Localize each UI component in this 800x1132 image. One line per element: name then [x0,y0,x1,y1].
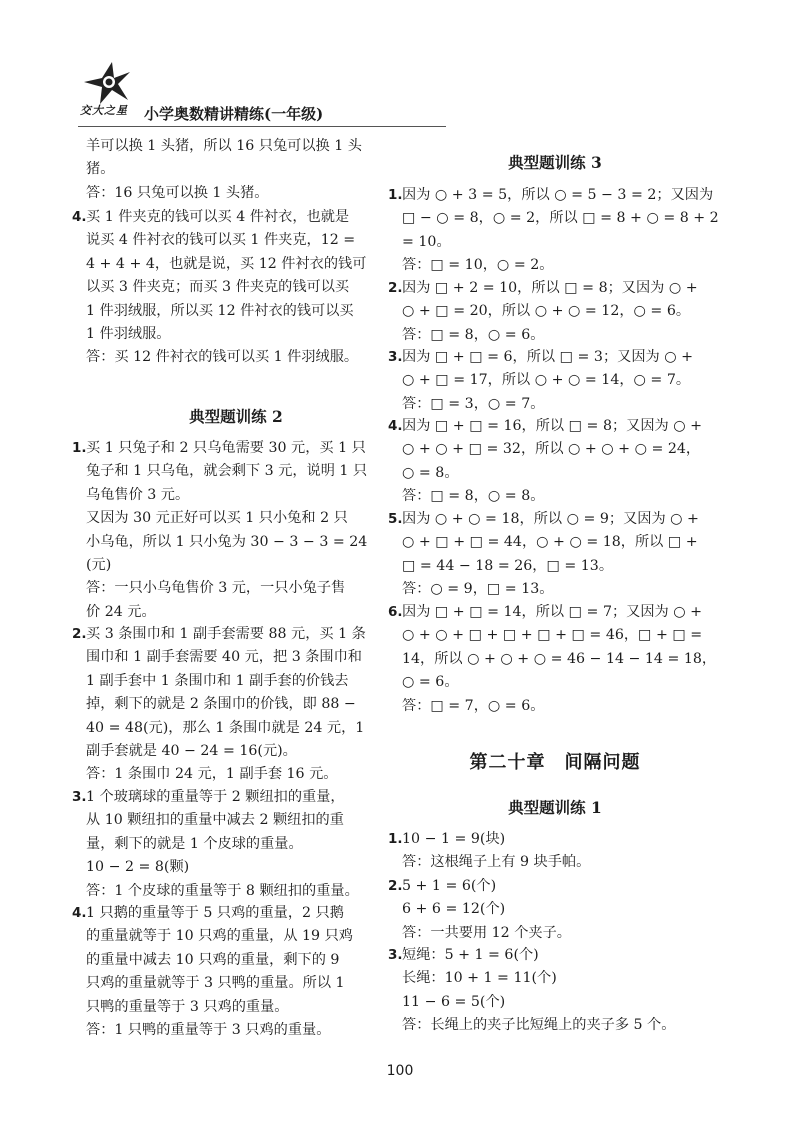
answer-line: 答：1 只鸭的重量等于 3 只鸡的重量。 [86,1022,331,1038]
answer-line: □ − ○ = 8，○ = 2，所以 □ = 8 + ○ = 8 + 2 [402,210,719,226]
answer-line: 答：□ = 7，○ = 6。 [402,698,545,714]
answer-line: 因为 ○ + 3 = 5，所以 ○ = 5 − 3 = 2；又因为 [402,187,714,203]
answer-line: 5 + 1 = 6(个) [402,878,497,894]
answer-line: 买 1 件夹克的钱可以买 4 件衬衣，也就是 [86,209,350,225]
answer-line: 小乌龟，所以 1 只小兔为 30 − 3 − 3 = 24 [86,534,368,550]
answer-line: 10 − 1 = 9(块) [402,831,506,847]
item-number: 5. [388,511,403,527]
answer-line: 答：长绳上的夹子比短绳上的夹子多 5 个。 [402,1017,676,1033]
answer-line: 因为 ○ + ○ = 18，所以 ○ = 9；又因为 ○ + [402,511,699,527]
answer-line: ○ + □ = 20，所以 ○ + ○ = 12，○ = 6。 [402,303,691,319]
answer-line: 的重量就等于 10 只鸡的重量，从 19 只鸡 [86,928,353,944]
answer-line: ○ + ○ + □ + □ + □ + □ = 46，□ + □ = [402,627,703,643]
answer-line: 1 件羽绒服，所以买 12 件衬衣的钱可以买 [86,303,354,319]
section-title: 典型题训练 2 [189,407,283,426]
answer-line: 又因为 30 元正好可以买 1 只小兔和 2 只 [86,510,348,526]
answer-line: 因为 □ + 2 = 10，所以 □ = 8；又因为 ○ + [402,280,698,296]
section-title: 典型题训练 3 [508,153,602,172]
answer-line: 10 − 2 = 8(颗) [86,859,190,875]
item-number: 3. [388,947,403,963]
book-title: 小学奥数精讲精练(一年级) [144,105,324,123]
answer-line: 14，所以 ○ + ○ + ○ = 46 − 14 − 14 = 18， [402,651,717,667]
brand-logo-text: 交大之星 [80,104,128,117]
item-number: 1. [388,831,403,847]
section-title: 典型题训练 1 [508,798,602,817]
answer-line: 11 − 6 = 5(个) [402,994,506,1010]
item-number: 2. [388,280,403,296]
answer-line: 只鸭的重量等于 3 只鸡的重量。 [86,999,289,1015]
answer-line: 围巾和 1 副手套需要 40 元，把 3 条围巾和 [86,649,362,665]
answer-line: 答：买 12 件衬衣的钱可以买 1 件羽绒服。 [86,349,359,365]
answer-line: 乌龟售价 3 元。 [86,487,190,503]
page-header [78,60,446,130]
answer-line: 说买 4 件衬衣的钱可以买 1 件夹克，12 = [86,232,356,248]
answer-line: 1 件羽绒服。 [86,326,171,342]
item-number: 3. [388,349,403,365]
item-number: 1. [72,440,87,456]
chapter-title: 第二十章 间隔问题 [469,752,641,773]
item-number: 6. [388,604,403,620]
answer-line: 1 只鹅的重量等于 5 只鸡的重量，2 只鹅 [86,905,344,921]
answer-line: 掉，剩下的就是 2 条围巾的价钱，即 88 − [86,696,356,712]
answer-line: (元) [86,557,112,573]
answer-line: 从 10 颗纽扣的重量中减去 2 颗纽扣的重 [86,812,344,828]
item-number: 2. [388,878,403,894]
answer-line: 量，剩下的就是 1 个皮球的重量。 [86,836,303,852]
answer-line: 答：○ = 9，□ = 13。 [402,581,554,597]
answer-line: 1 副手套中 1 条围巾和 1 副手套的价钱去 [86,673,349,689]
answer-line: 答：□ = 3，○ = 7。 [402,396,545,412]
answer-line: ○ + □ + □ = 44，○ + ○ = 18，所以 □ + [402,534,698,550]
item-number: 3. [72,789,87,805]
page-number: 100 [386,1063,414,1079]
answer-line: ○ + □ = 17，所以 ○ + ○ = 14，○ = 7。 [402,372,691,388]
answer-line: 羊可以换 1 头猪，所以 16 只兔可以换 1 头 [86,138,362,154]
item-number: 2. [72,626,87,642]
answer-line: 短绳：5 + 1 = 6(个) [402,947,539,963]
answer-line: 因为 □ + □ = 14，所以 □ = 7；又因为 ○ + [402,604,703,620]
answer-line: 的重量中减去 10 只鸡的重量，剩下的 9 [86,952,340,968]
answer-line: 答：16 只兔可以换 1 头猪。 [86,185,269,201]
answer-line: 答：□ = 10，○ = 2。 [402,257,554,273]
answer-line: 副手套就是 40 − 24 = 16(元)。 [86,743,297,759]
star-logo-icon [78,60,138,108]
answer-line: □ = 44 − 18 = 26，□ = 13。 [402,558,614,574]
answer-line: 因为 □ + □ = 16，所以 □ = 8；又因为 ○ + [402,418,703,434]
answer-line: ○ + ○ + □ = 32，所以 ○ + ○ + ○ = 24， [402,441,701,457]
header-divider [78,126,446,127]
answer-line: 答：1 条围巾 24 元，1 副手套 16 元。 [86,766,338,782]
item-number: 1. [388,187,403,203]
item-number: 4. [72,905,87,921]
answer-line: 1 个玻璃球的重量等于 2 颗纽扣的重量， [86,789,345,805]
answer-line: 长绳：10 + 1 = 11(个) [402,970,557,986]
answer-line: 答：一共要用 12 个夹子。 [402,925,571,941]
answer-line: 40 = 48(元)，那么 1 条围巾就是 24 元，1 [86,720,365,736]
answer-line: 4 + 4 + 4，也就是说，买 12 件衬衣的钱可 [86,256,367,272]
answer-line: 答：一只小乌龟售价 3 元，一只小兔子售 [86,580,346,596]
answer-line: 答：□ = 8，○ = 6。 [402,327,545,343]
answer-line: 答：1 个皮球的重量等于 8 颗纽扣的重量。 [86,883,359,899]
answer-line: 买 1 只兔子和 2 只乌龟需要 30 元，买 1 只 [86,440,366,456]
answer-line: = 10。 [402,234,451,250]
answer-line: ○ = 8。 [402,465,459,481]
answer-line: ○ = 6。 [402,674,459,690]
answer-line: 6 + 6 = 12(个) [402,901,506,917]
answer-line: 答：这根绳子上有 9 块手帕。 [402,854,591,870]
answer-line: 买 3 条围巾和 1 副手套需要 88 元，买 1 条 [86,626,366,642]
item-number: 4. [72,209,87,225]
item-number: 4. [388,418,403,434]
answer-line: 只鸡的重量就等于 3 只鸭的重量。所以 1 [86,975,345,991]
answer-line: 兔子和 1 只乌龟，就会剩下 3 元，说明 1 只 [86,463,368,479]
answer-line: 答：□ = 8，○ = 8。 [402,488,545,504]
answer-line: 价 24 元。 [86,604,156,620]
answer-line: 猪。 [86,161,115,177]
answer-line: 因为 □ + □ = 6，所以 □ = 3；又因为 ○ + [402,349,693,365]
answer-line: 以买 3 件夹克；而买 3 件夹克的钱可以买 [86,279,350,295]
